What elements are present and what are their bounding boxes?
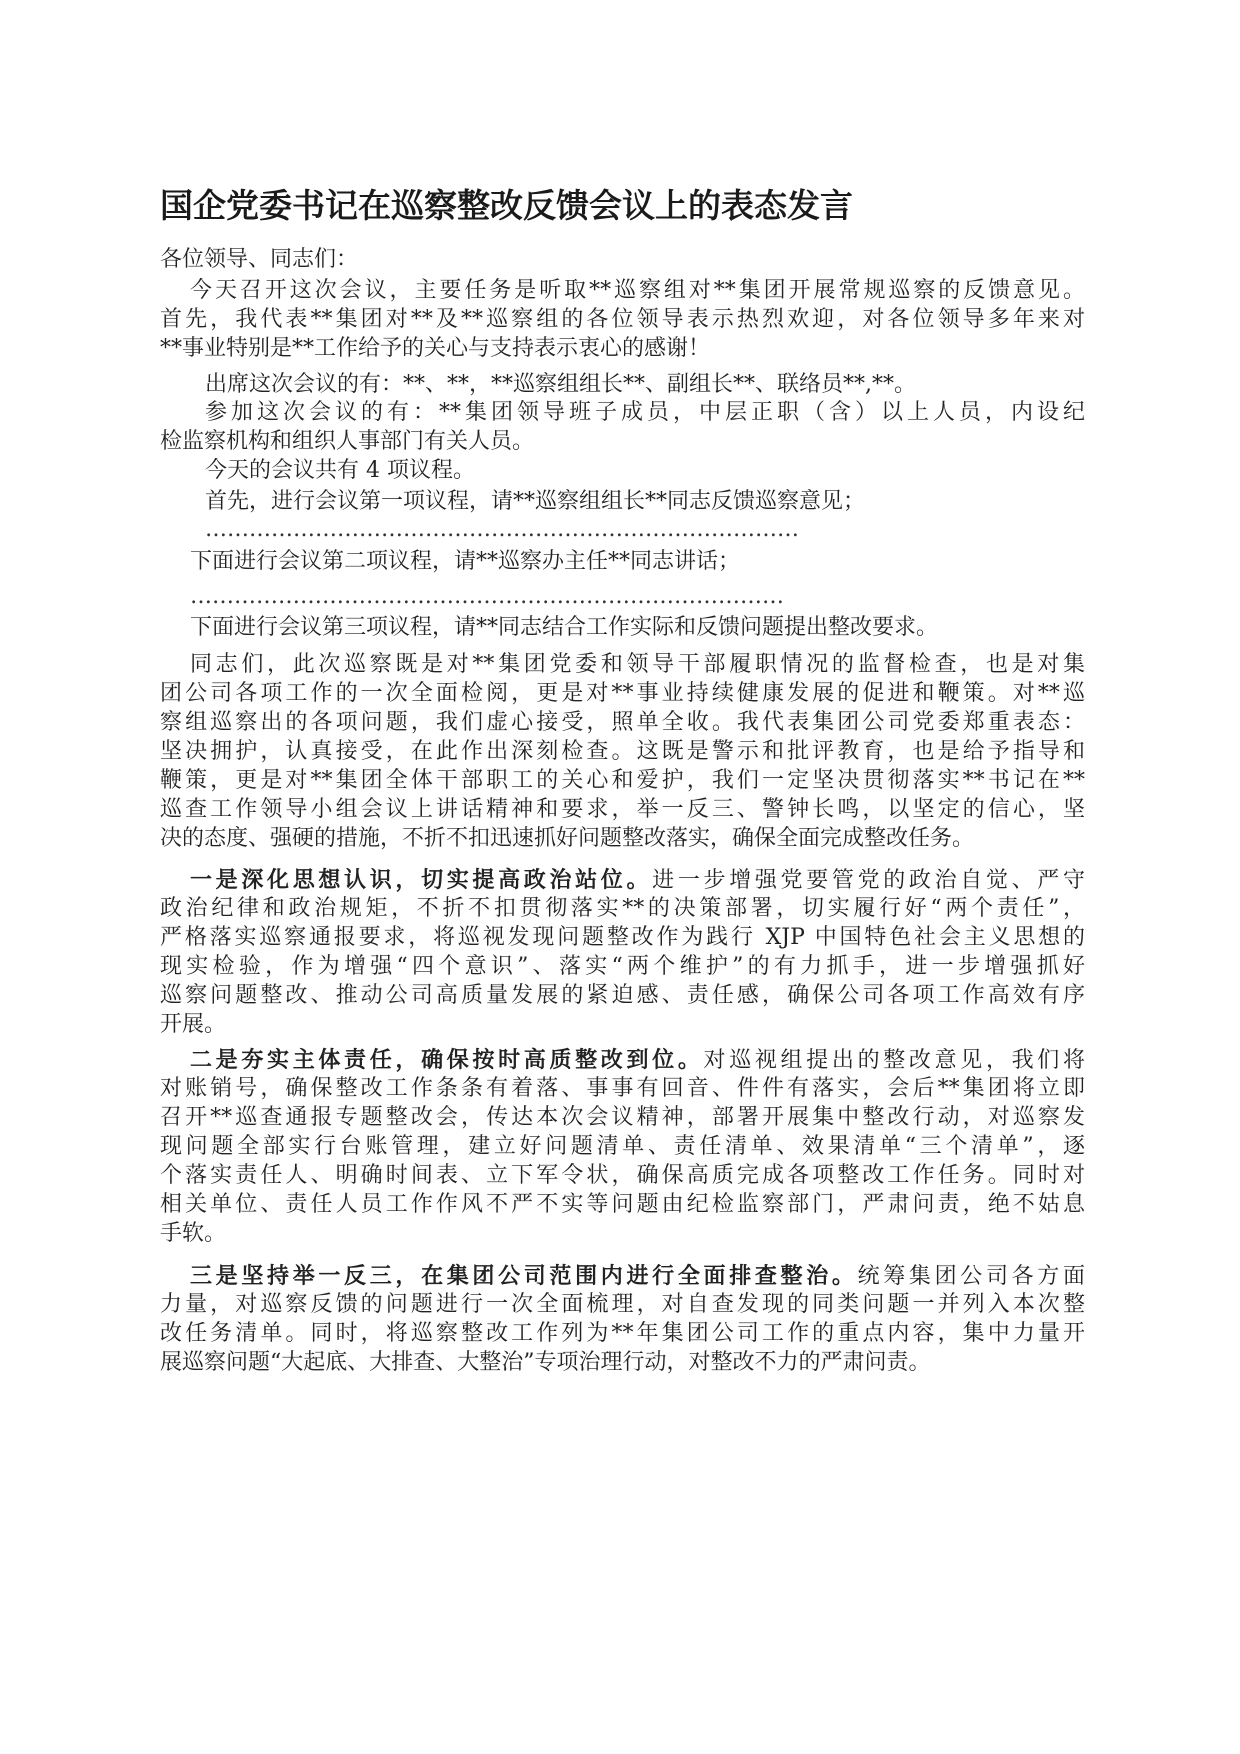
point-3-text: 统筹集团公司各方面 (857, 1264, 1085, 1289)
point-2-line: 相关单位、责任人员工作作风不严不实等问题由纪检监察部门，严肃问责，绝不姑息 (160, 1192, 1085, 1217)
opening-line: 今天召开这次会议，主要任务是听取**巡察组对**集团开展常规巡察的反馈意见。 (190, 278, 1085, 303)
statement-line: 坚决拥护，认真接受，在此作出深刻检查。这既是警示和批评教育，也是给予指导和 (160, 739, 1085, 764)
point-1-line: 政治纪律和政治规矩，不折不扣贯彻落实**的决策部署，切实履行好“两个责任”， (160, 896, 1085, 921)
agenda-item-1: 首先，进行会议第一项议程，请**巡察组组长**同志反馈巡察意见； (205, 489, 866, 514)
statement-line: 同志们，此次巡察既是对**集团党委和领导干部履职情况的监督检查，也是对集 (190, 652, 1085, 677)
statement-line: 决的态度、强硬的措施，不折不扣迅速抓好问题整改落实，确保全面完成整改任务。 (160, 826, 975, 851)
point-1-line: 严格落实巡察通报要求，将巡视发现问题整改作为践行 XJP 中国特色社会主义思想的 (160, 925, 1085, 950)
point-2-heading: 二是夯实主体责任，确保按时高质整改到位。 (190, 1047, 704, 1073)
point-2-line: 现问题全部实行台账管理，建立好问题清单、责任清单、效果清单“三个清单”，逐 (160, 1134, 1085, 1159)
point-2-text: 对巡视组提出的整改意见，我们将 (703, 1048, 1085, 1073)
salutation: 各位领导、同志们： (160, 247, 359, 272)
point-2-first-line (190, 1045, 1085, 1075)
agenda-ellipsis: ……………………………………………………………………… (205, 517, 799, 542)
statement-line: 鞭策，更是对**集团全体干部职工的关心和爱护，我们一定坚决贯彻落实**书记在** (160, 768, 1085, 793)
agenda-count: 今天的会议共有 4 项议程。 (205, 458, 475, 483)
point-2-line: 手软。 (160, 1221, 227, 1246)
point-3-line: 改任务清单。同时，将巡察整改工作列为**年集团公司工作的重点内容，集中力量开 (160, 1321, 1085, 1346)
point-3-line: 展巡察问题“大起底、大排查、大整治”专项治理行动，对整改不力的严肃问责。 (160, 1350, 931, 1375)
agenda-ellipsis: ……………………………………………………………………… (190, 584, 784, 609)
attendance-present: 出席这次会议的有：**、**，**巡察组组长**、副组长**、联络员**,**。 (205, 372, 916, 397)
point-1-line: 开展。 (160, 1012, 227, 1037)
statement-line: 巡查工作领导小组会议上讲话精神和要求，举一反三、警钟长鸣，以坚定的信心，坚 (160, 797, 1085, 822)
point-3-line: 力量，对巡察反馈的问题进行一次全面梳理，对自查发现的同类问题一并列入本次整 (160, 1292, 1085, 1317)
point-2-line: 对账销号，确保整改工作条条有着落、事事有回音、件件有落实，会后**集团将立即 (160, 1076, 1085, 1101)
opening-line: **事业特别是**工作给予的关心与支持表示衷心的感谢！ (160, 336, 711, 361)
statement-line: 团公司各项工作的一次全面检阅，更是对**事业持续健康发展的促进和鞭策。对**巡 (160, 681, 1085, 706)
point-3-first-line (190, 1261, 1085, 1291)
opening-line: 首先，我代表**集团对**及**巡察组的各位领导表示热烈欢迎，对各位领导多年来对 (160, 307, 1085, 332)
point-1-first-line (190, 865, 1085, 895)
point-1-text: 进一步增强党要管党的政治自觉、严守 (652, 868, 1085, 893)
agenda-item-2: 下面进行会议第二项议程，请**巡察办主任**同志讲话； (190, 549, 741, 574)
attendance-participants-line: 参加这次会议的有：**集团领导班子成员，中层正职（含）以上人员，内设纪 (205, 400, 1085, 425)
point-2-line: 个落实责任人、明确时间表、立下军令状，确保高质完成各项整改工作任务。同时对 (160, 1163, 1085, 1188)
point-2-line: 召开**巡查通报专题整改会，传达本次会议精神，部署开展集中整改行动，对巡察发 (160, 1105, 1085, 1130)
attendance-participants-line: 检监察机构和组织人事部门有关人员。 (160, 429, 535, 454)
statement-line: 察组巡察出的各项问题，我们虚心接受，照单全收。我代表集团公司党委郑重表态： (160, 710, 1085, 735)
point-1-heading: 一是深化思想认识，切实提高政治站位。 (190, 867, 653, 893)
agenda-item-3: 下面进行会议第三项议程，请**同志结合工作实际和反馈问题提出整改要求。 (190, 615, 939, 640)
point-1-line: 现实检验，作为增强“四个意识”、落实“两个维护”的有力抓手，进一步增强抓好 (160, 954, 1085, 979)
point-3-heading: 三是坚持举一反三，在集团公司范围内进行全面排查整治。 (190, 1263, 858, 1289)
point-1-line: 巡察问题整改、推动公司高质量发展的紧迫感、责任感，确保公司各项工作高效有序 (160, 983, 1085, 1008)
document-title: 国企党委书记在巡察整改反馈会议上的表态发言 (160, 187, 853, 225)
